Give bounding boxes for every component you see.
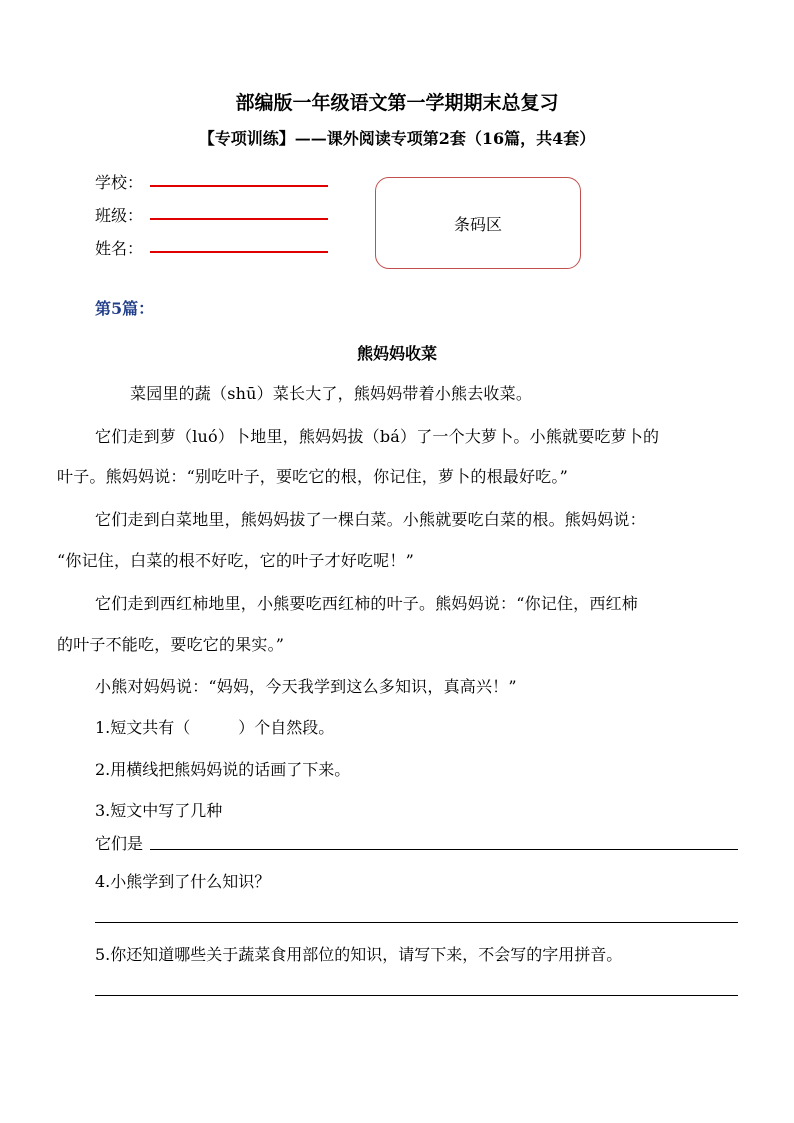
barcode-label: 条码区 [453,214,502,234]
story-line: “你记住，白菜的根不好吃，它的叶子才好吃呢！” [57,551,414,570]
question-5-answer-line[interactable] [95,995,738,996]
story-line: 叶子。熊妈妈说：“别吃叶子，要吃它的根，你记住，萝卜的根最好吃。” [57,467,568,486]
section-label: 第5篇： [95,299,155,318]
school-label: 学校： [95,173,144,192]
name-field-line[interactable] [150,251,328,253]
barcode-area [375,177,581,269]
class-field-line[interactable] [150,218,328,220]
question-1: 1.短文共有（ ）个自然段。 [95,718,335,737]
question-3-answer-line[interactable] [150,849,738,850]
question-3-answer-prefix: 它们是 [95,834,144,853]
story-title: 熊妈妈收菜 [356,344,437,363]
story-line: 的叶子不能吃，要吃它的果实。” [57,635,285,654]
story-line: 它们走到西红柿地里，小熊要吃西红柿的叶子。熊妈妈说：“你记住，西红柿 [95,594,638,613]
class-label: 班级： [95,206,144,225]
question-4: 4.小熊学到了什么知识？ [95,872,271,891]
story-line: 小熊对妈妈说：“妈妈，今天我学到这么多知识，真高兴！” [95,677,517,696]
question-4-answer-line[interactable] [95,922,738,923]
question-2: 2.用横线把熊妈妈说的话画了下来。 [95,760,351,779]
school-field-line[interactable] [150,185,328,187]
story-line: 它们走到萝（luó）卜地里，熊妈妈拔（bá）了一个大萝卜。小熊就要吃萝卜的 [95,427,660,446]
question-5: 5.你还知道哪些关于蔬菜食用部位的知识，请写下来，不会写的字用拼音。 [95,945,623,964]
story-line: 菜园里的蔬（shū）菜长大了，熊妈妈带着小熊去收菜。 [130,384,533,403]
page-subtitle: 【专项训练】——课外阅读专项第2套（16篇，共4套） [198,129,596,148]
story-line: 它们走到白菜地里，熊妈妈拔了一棵白菜。小熊就要吃白菜的根。熊妈妈说： [95,510,646,529]
page-title: 部编版一年级语文第一学期期末总复习 [235,92,559,114]
name-label: 姓名： [95,239,144,258]
question-3: 3.短文中写了几种 [95,801,223,820]
